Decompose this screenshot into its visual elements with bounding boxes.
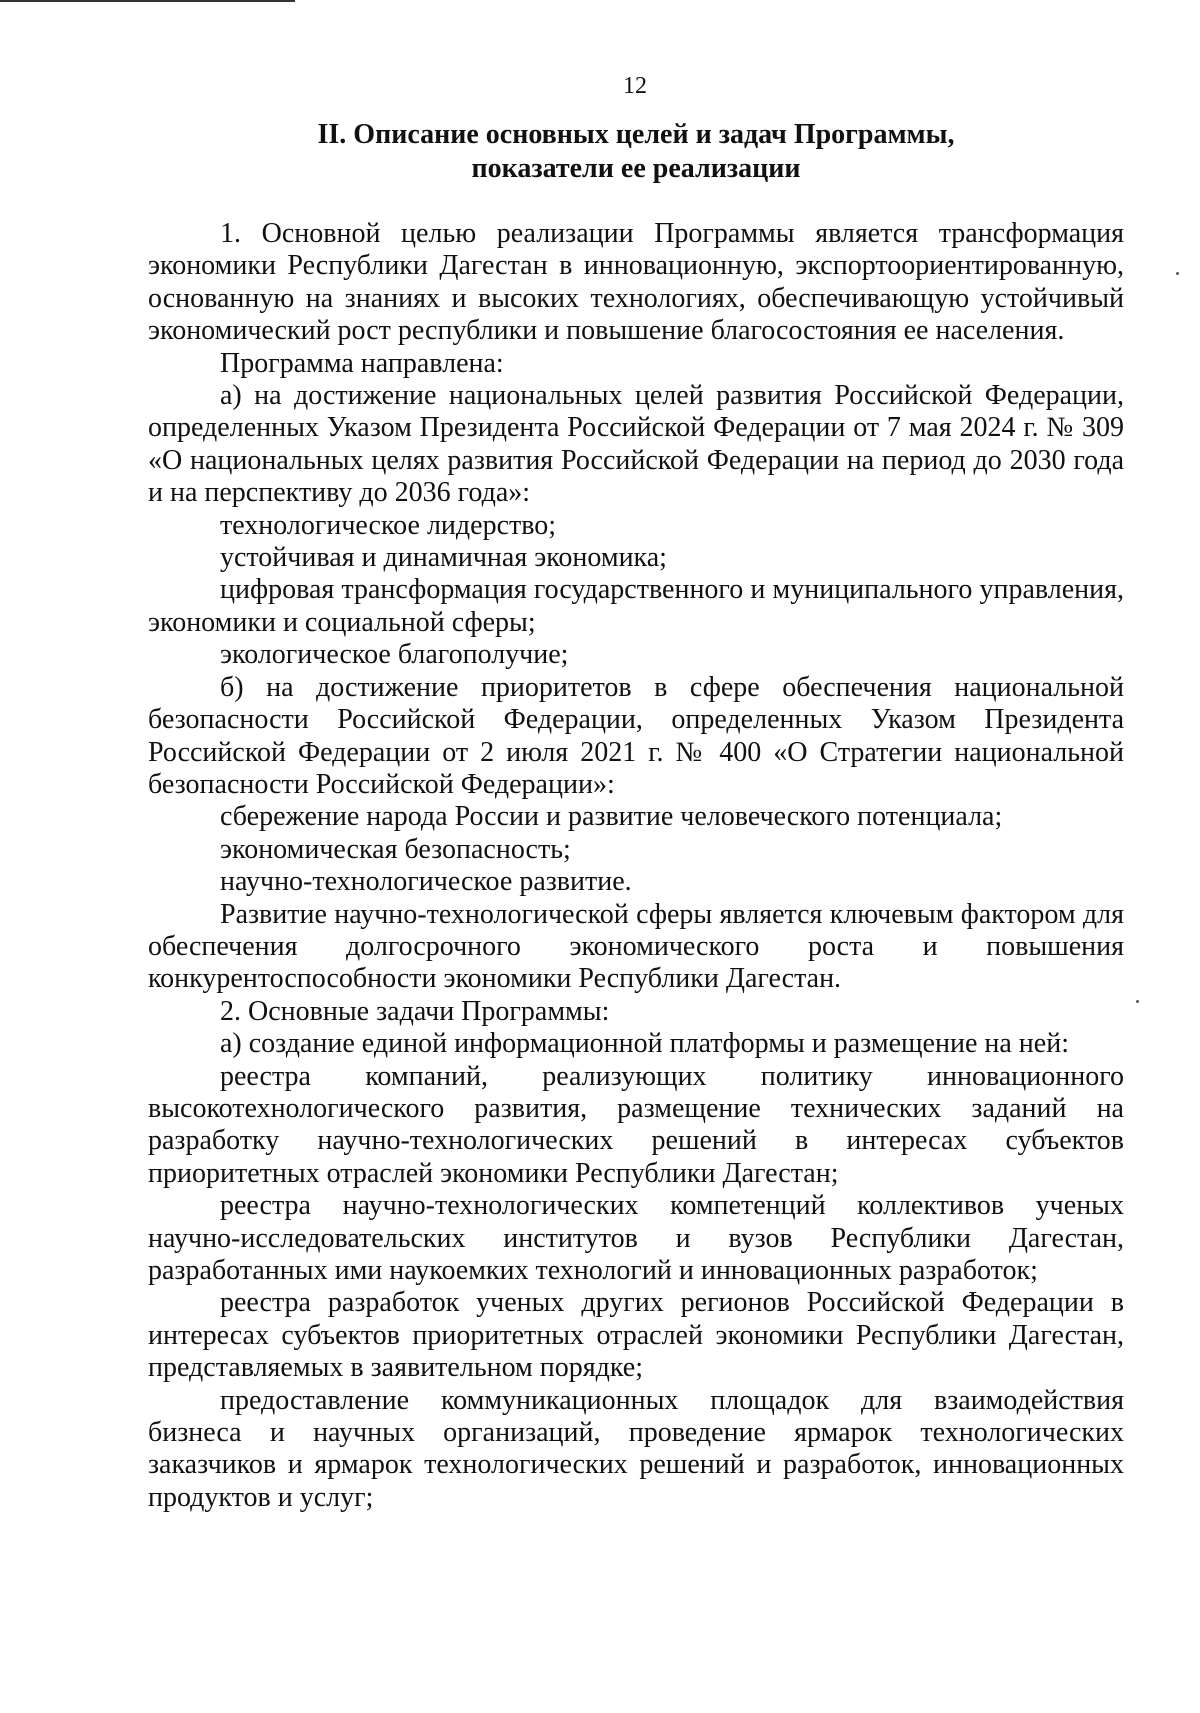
list-item-people-preservation: сбережение народа России и развитие человеческого потенциала; (220, 801, 1003, 833)
page-number: 12 (623, 73, 647, 99)
paragraph-main-tasks: 2. Основные задачи Программы: (220, 995, 610, 1027)
list-item-company-registry: реестра компаний, реализующих политику инновационного высокотехнологического развития, размещение технических заданий на разработку научно-технологических решений в интересах субъектов приоритетных отраслей экономики Республики Дагестан; (148, 1060, 1124, 1189)
section-title-line-2: показатели ее реализации (471, 153, 801, 184)
list-item-communication-platforms: предоставление коммуникационных площадок для взаимодействия бизнеса и научных организаций, проведение ярмарок технологических заказчиков и ярмарок технологических решений и разработок, инновационных продуктов и услуг; (148, 1384, 1124, 1513)
list-item-competence-registry: реестра научно-технологических компетенций коллективов ученых научно-исследовательских институтов и вузов Республики Дагестан, разработанных ими наукоемких технологий и инновационных разработок; (148, 1190, 1124, 1286)
list-item-sustainable-economy: устойчивая и динамичная экономика; (220, 542, 667, 574)
section-title-line-1: II. Описание основных целей и задач Программы, (317, 119, 955, 150)
scan-speck (1176, 272, 1179, 275)
list-item-economic-security: экономическая безопасность; (220, 833, 571, 865)
paragraph-national-goals: а) на достижение национальных целей развития Российской Федерации, определенных Указом Президента Российской Федерации от 7 мая 2024 г. № 309 «О национальных целях развития Российской Федерации на период до 2030 года и на перспективу до 2036 года»: (148, 380, 1124, 509)
paragraph-sci-tech-factor: Развитие научно-технологической сферы является ключевым фактором для обеспечения долгосрочного экономического роста и повышения конкурентоспособности экономики Республики Дагестан. (148, 898, 1124, 995)
paragraph-program-directed: Программа направлена: (220, 347, 504, 379)
list-item-sci-tech-development: научно-технологическое развитие. (220, 866, 632, 898)
section-title (148, 118, 1124, 186)
paragraph-security-priorities: б) на достижение приоритетов в сфере обеспечения национальной безопасности Российской Федерации, определенных Указом Президента Российской Федерации от 2 июля 2021 г. № 400 «О Стратегии национальной безопасности Российской Федерации»: (148, 671, 1124, 800)
scan-speck (1136, 1000, 1139, 1003)
paragraph-main-goal: 1. Основной целью реализации Программы является трансформация экономики Республики Дагестан в инновационную, экспортоориентированную, основанную на знаниях и высоких технологиях, обеспечивающую устойчивый экономический рост республики и повышение благосостояния ее населения. (148, 218, 1124, 347)
list-item-tech-leadership: технологическое лидерство; (220, 509, 557, 541)
list-item-developments-registry: реестра разработок ученых других регионов Российской Федерации в интересах субъектов приоритетных отраслей экономики Республики Дагестан, представляемых в заявительном порядке; (148, 1287, 1124, 1384)
list-item-digital-transformation: цифровая трансформация государственного и муниципального управления, экономики и социальной сферы; (148, 574, 1124, 638)
document-body (148, 218, 1124, 1514)
list-item-ecology: экологическое благополучие; (220, 639, 569, 671)
paragraph-info-platform: а) создание единой информационной платформы и размещение на ней: (220, 1028, 1069, 1060)
